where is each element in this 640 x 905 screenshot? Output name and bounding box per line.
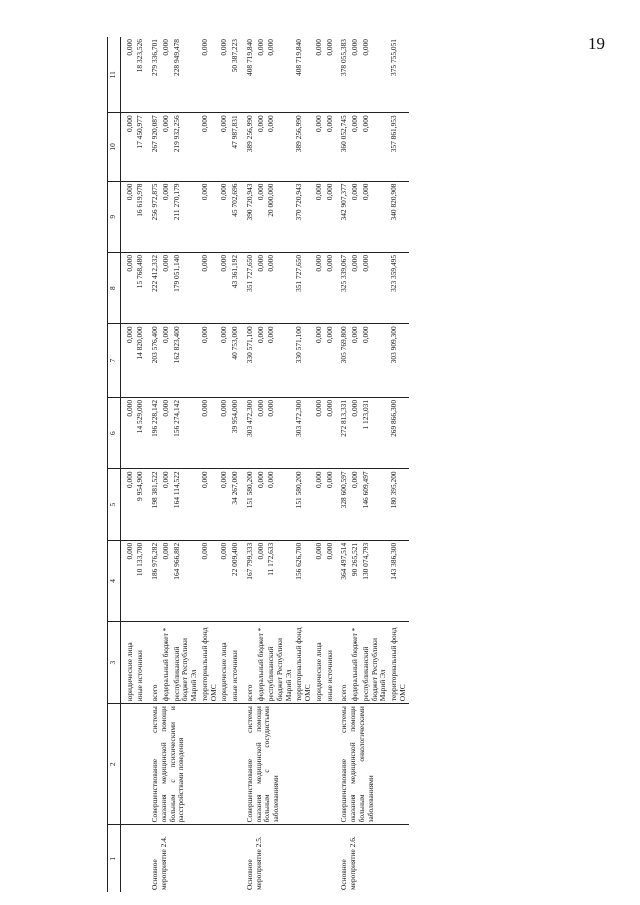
amount-cell: 0,000 (314, 324, 325, 398)
funding-source-cell: территориальный фонд ОМС (200, 621, 219, 703)
amount-cell: 0,000 (314, 252, 325, 323)
amount-cell: 0,000 (325, 113, 336, 181)
funding-source-cell: иные источники (325, 621, 336, 703)
amount-cell: 0,000 (219, 397, 230, 468)
amount-cell: 0,000 (120, 324, 135, 398)
header-cell: 2 (108, 704, 121, 825)
budget-table (107, 37, 409, 892)
amount-cell: 351 727,650 (241, 252, 256, 323)
measure-code-cell: Основное мероприятие 2.4. (150, 836, 168, 890)
amount-cell: 0,000 (350, 37, 361, 113)
amount-cell: 11 172,633 (266, 540, 294, 621)
amount-cell: 0,000 (350, 324, 361, 398)
amount-cell: 323 359,495 (389, 252, 408, 323)
amount-cell: 0,000 (219, 181, 230, 252)
amount-cell: 219 932,256 (172, 113, 200, 181)
amount-cell: 90 265,521 (350, 540, 361, 621)
amount-cell: 0,000 (161, 252, 172, 323)
amount-cell: 0,000 (314, 469, 325, 540)
amount-cell: 179 051,140 (172, 252, 200, 323)
amount-cell: 50 387,223 (230, 37, 241, 113)
amount-cell: 0,000 (161, 324, 172, 398)
amount-cell: 130 074,793 (361, 540, 389, 621)
amount-cell: 0,000 (256, 113, 267, 181)
amount-cell: 269 866,300 (389, 397, 408, 468)
amount-cell: 164 966,882 (172, 540, 200, 621)
amount-cell: 0,000 (314, 540, 325, 621)
funding-source-cell: республиканский бюджет Республики Марий Эл (172, 621, 200, 703)
amount-cell: 0,000 (120, 37, 135, 113)
funding-source-cell: всего (241, 621, 256, 703)
amount-cell: 0,000 (219, 540, 230, 621)
amount-cell: 303 472,300 (294, 397, 313, 468)
funding-source-cell: федеральный бюджет * (161, 621, 172, 703)
amount-cell: 0,000 (120, 181, 135, 252)
measure-code-cell: Основное мероприятие 2.5. (244, 836, 263, 890)
amount-cell: 389 256,990 (294, 113, 313, 181)
amount-cell: 0,000 (350, 113, 361, 181)
amount-cell: 0,000 (219, 252, 230, 323)
amount-cell: 0,000 (200, 252, 219, 323)
amount-cell: 0,000 (325, 37, 336, 113)
amount-cell: 305 769,800 (335, 324, 350, 398)
amount-cell: 198 381,522 (146, 469, 161, 540)
amount-cell: 164 114,522 (172, 469, 200, 540)
rotated-page (107, 37, 612, 892)
amount-cell: 18 323,526 (135, 37, 146, 113)
amount-cell: 228 949,478 (172, 37, 200, 113)
amount-cell: 342 907,377 (335, 181, 350, 252)
amount-cell: 45 702,696 (230, 181, 241, 252)
measure-code-cell (120, 825, 146, 892)
header-cell: 11 (108, 37, 121, 113)
amount-cell: 0,000 (325, 181, 336, 252)
amount-cell: 357 861,953 (389, 113, 408, 181)
amount-cell: 0,000 (314, 113, 325, 181)
header-cell: 10 (108, 113, 121, 181)
amount-cell: 0,000 (325, 397, 336, 468)
amount-cell: 43 361,192 (230, 252, 241, 323)
amount-cell: 34 267,000 (230, 469, 241, 540)
amount-cell: 0,000 (266, 469, 294, 540)
funding-source-cell: территориальный фонд ОМС (389, 621, 408, 703)
amount-cell: 0,000 (256, 397, 267, 468)
funding-source-cell: юридические лица (219, 621, 230, 703)
amount-cell: 167 799,333 (241, 540, 256, 621)
amount-cell: 0,000 (256, 181, 267, 252)
amount-cell: 0,000 (161, 37, 172, 113)
amount-cell: 14 820,000 (135, 324, 146, 398)
page-number: 19 (588, 34, 605, 53)
amount-cell: 0,000 (266, 252, 294, 323)
amount-cell: 303 472,300 (241, 397, 256, 468)
amount-cell: 0,000 (200, 37, 219, 113)
amount-cell: 0,000 (200, 397, 219, 468)
amount-cell: 330 571,100 (241, 324, 256, 398)
table-row (335, 37, 350, 892)
funding-source-cell: республиканский бюджет Республики Марий Эл (266, 621, 294, 703)
amount-cell: 0,000 (200, 469, 219, 540)
table-row (120, 37, 135, 892)
measure-name-cell (120, 704, 146, 825)
amount-cell: 0,000 (350, 181, 361, 252)
amount-cell: 364 497,514 (335, 540, 350, 621)
amount-cell: 0,000 (120, 397, 135, 468)
amount-cell: 0,000 (161, 469, 172, 540)
amount-cell: 20 000,000 (266, 181, 294, 252)
measure-name-cell: Совершенствование системы оказания медицинской помощи больным с сосудистыми заболеваниями (241, 704, 336, 825)
amount-cell: 0,000 (314, 397, 325, 468)
amount-cell: 186 976,282 (146, 540, 161, 621)
amount-cell: 370 720,943 (294, 181, 313, 252)
amount-cell: 0,000 (120, 540, 135, 621)
amount-cell: 156 626,700 (294, 540, 313, 621)
amount-cell: 9 954,900 (135, 469, 146, 540)
amount-cell: 0,000 (314, 37, 325, 113)
amount-cell: 0,000 (361, 113, 389, 181)
header-cell: 7 (108, 324, 121, 398)
amount-cell: 0,000 (200, 113, 219, 181)
amount-cell: 15 768,480 (135, 252, 146, 323)
amount-cell: 222 412,332 (146, 252, 161, 323)
amount-cell: 0,000 (120, 113, 135, 181)
amount-cell: 22 009,400 (230, 540, 241, 621)
amount-cell: 0,000 (161, 540, 172, 621)
amount-cell: 340 820,908 (389, 181, 408, 252)
amount-cell: 40 753,000 (230, 324, 241, 398)
amount-cell: 1 123,031 (361, 397, 389, 468)
amount-cell: 0,000 (256, 37, 267, 113)
amount-cell: 351 727,650 (294, 252, 313, 323)
amount-cell: 0,000 (266, 37, 294, 113)
funding-source-cell: всего (146, 621, 161, 703)
amount-cell: 272 813,331 (335, 397, 350, 468)
amount-cell: 151 580,200 (294, 469, 313, 540)
table-row (146, 37, 161, 892)
amount-cell: 0,000 (361, 181, 389, 252)
amount-cell: 0,000 (361, 37, 389, 113)
amount-cell: 143 386,300 (389, 540, 408, 621)
amount-cell: 0,000 (256, 540, 267, 621)
amount-cell: 0,000 (256, 252, 267, 323)
amount-cell: 196 228,142 (146, 397, 161, 468)
amount-cell: 360 052,745 (335, 113, 350, 181)
amount-cell: 47 987,831 (230, 113, 241, 181)
amount-cell: 256 972,875 (146, 181, 161, 252)
amount-cell: 211 270,179 (172, 181, 200, 252)
amount-cell: 279 336,701 (146, 37, 161, 113)
amount-cell: 0,000 (161, 181, 172, 252)
amount-cell: 303 909,300 (389, 324, 408, 398)
amount-cell: 0,000 (219, 324, 230, 398)
funding-source-cell: иные источники (230, 621, 241, 703)
amount-cell: 0,000 (256, 469, 267, 540)
amount-cell: 180 395,200 (389, 469, 408, 540)
amount-cell: 0,000 (200, 324, 219, 398)
amount-cell: 162 823,400 (172, 324, 200, 398)
funding-source-cell: федеральный бюджет * (256, 621, 267, 703)
amount-cell: 408 719,840 (294, 37, 313, 113)
amount-cell: 0,000 (325, 469, 336, 540)
amount-cell: 10 133,700 (135, 540, 146, 621)
amount-cell: 330 571,100 (294, 324, 313, 398)
amount-cell: 0,000 (256, 324, 267, 398)
measure-name-cell: Совершенствование системы оказания медицинской помощи больным онкологическими заболеваниями (335, 704, 408, 825)
amount-cell: 0,000 (325, 252, 336, 323)
funding-source-cell: иные источники (135, 621, 146, 703)
amount-cell: 0,000 (325, 324, 336, 398)
funding-source-cell: юридические лица (120, 621, 135, 703)
header-cell: 4 (108, 540, 121, 621)
amount-cell: 390 720,943 (241, 181, 256, 252)
amount-cell: 0,000 (266, 397, 294, 468)
amount-cell: 146 609,497 (361, 469, 389, 540)
amount-cell: 0,000 (325, 540, 336, 621)
amount-cell: 0,000 (350, 397, 361, 468)
amount-cell: 0,000 (350, 469, 361, 540)
amount-cell: 0,000 (120, 252, 135, 323)
amount-cell: 325 339,067 (335, 252, 350, 323)
amount-cell: 0,000 (161, 113, 172, 181)
funding-source-cell: республиканский бюджет Республики Марий Эл (361, 621, 389, 703)
amount-cell: 0,000 (200, 540, 219, 621)
amount-cell: 0,000 (200, 181, 219, 252)
amount-cell: 39 954,000 (230, 397, 241, 468)
amount-cell: 0,000 (161, 397, 172, 468)
amount-cell: 156 274,142 (172, 397, 200, 468)
table-row (241, 37, 256, 892)
amount-cell: 0,000 (314, 181, 325, 252)
funding-source-cell: всего (335, 621, 350, 703)
header-cell: 8 (108, 252, 121, 323)
header-cell: 5 (108, 469, 121, 540)
amount-cell: 0,000 (361, 252, 389, 323)
header-row (108, 37, 121, 892)
header-cell: 9 (108, 181, 121, 252)
amount-cell: 0,000 (219, 113, 230, 181)
amount-cell: 267 920,087 (146, 113, 161, 181)
funding-source-cell: территориальный фонд ОМС (294, 621, 313, 703)
amount-cell: 16 619,978 (135, 181, 146, 252)
measure-name-cell: Совершенствование системы оказания медицинской помощи больным с психическими и расстройствами поведения (146, 704, 241, 825)
amount-cell: 389 256,990 (241, 113, 256, 181)
table-body (120, 37, 408, 892)
amount-cell: 0,000 (266, 324, 294, 398)
header-cell: 6 (108, 397, 121, 468)
funding-source-cell: юридические лица (314, 621, 325, 703)
amount-cell: 378 055,383 (335, 37, 350, 113)
amount-cell: 0,000 (266, 113, 294, 181)
header-cell: 1 (108, 825, 121, 892)
amount-cell: 14 529,000 (135, 397, 146, 468)
amount-cell: 328 600,597 (335, 469, 350, 540)
amount-cell: 151 580,200 (241, 469, 256, 540)
amount-cell: 203 576,400 (146, 324, 161, 398)
amount-cell: 408 719,840 (241, 37, 256, 113)
amount-cell: 0,000 (219, 469, 230, 540)
amount-cell: 17 450,977 (135, 113, 146, 181)
amount-cell: 0,000 (219, 37, 230, 113)
amount-cell: 375 755,051 (389, 37, 408, 113)
measure-code-cell: Основное мероприятие 2.6. (339, 836, 358, 890)
amount-cell: 0,000 (361, 324, 389, 398)
amount-cell: 0,000 (120, 469, 135, 540)
header-cell: 3 (108, 621, 121, 703)
amount-cell: 0,000 (350, 252, 361, 323)
funding-source-cell: федеральный бюджет * (350, 621, 361, 703)
